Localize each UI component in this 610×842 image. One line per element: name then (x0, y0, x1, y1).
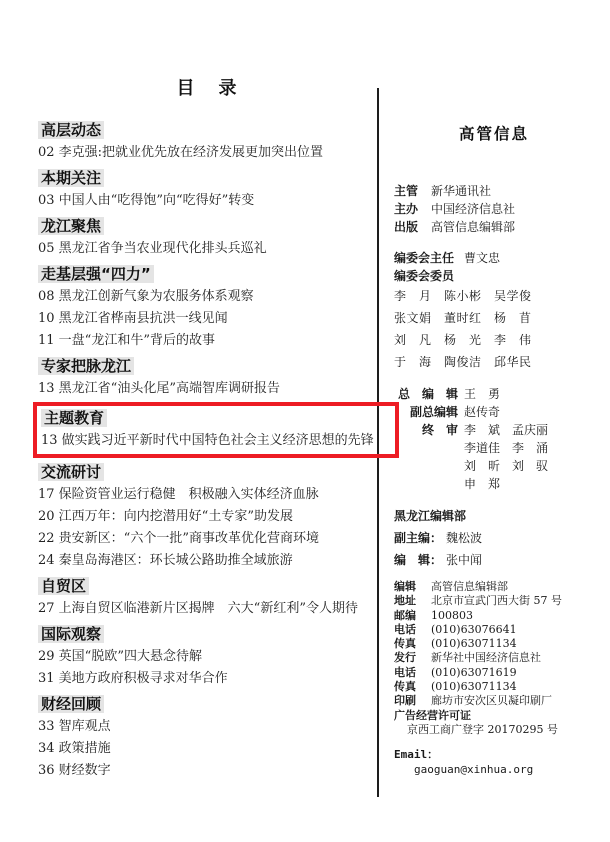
committee-chair-label: 编委会主任 (394, 251, 455, 265)
toc-section-header (38, 264, 384, 285)
toc-section (38, 356, 384, 400)
regional-row-label: 编 辑： (394, 553, 443, 567)
publisher-row-value: 中国经济信息社 (431, 202, 516, 216)
contact-row-value: (010)63071619 (431, 665, 517, 679)
committee-members-list (394, 285, 600, 373)
editorial-committee-block (394, 249, 600, 373)
contact-block (394, 580, 600, 737)
toc-section-header (38, 356, 384, 377)
contact-row (394, 623, 600, 637)
toc-entry: 24 秦皇岛海港区：环长城公路助推全域旅游 (38, 553, 293, 568)
email-label: Email： (394, 748, 439, 762)
masthead-column (394, 116, 600, 777)
contact-row (394, 651, 600, 665)
toc-section-header (38, 216, 384, 237)
toc-section (38, 624, 384, 690)
regional-row (394, 549, 600, 571)
contact-row-label: 电话 (394, 622, 416, 636)
committee-member-row: 李 月 陈小彬 吴学俊 (394, 289, 532, 303)
publisher-block (394, 182, 600, 236)
toc-entry: 22 贵安新区：“六个一批”商事改革优化营商环境 (38, 531, 319, 546)
toc-section-header (38, 576, 384, 597)
editor-row-label: 总 编 辑 (397, 387, 458, 401)
publisher-row (394, 200, 600, 218)
regional-editorial-block (394, 505, 600, 571)
toc-section-header-text: 走基层强“四力” (38, 265, 154, 283)
contact-row-label: 传真 (394, 680, 416, 694)
committee-member-row: 刘 凡 杨 光 李 伟 (394, 333, 532, 347)
publisher-row-value: 高管信息编辑部 (431, 220, 516, 234)
contact-row (394, 680, 600, 694)
regional-row (394, 527, 600, 549)
publisher-row-label: 出版 (394, 220, 419, 234)
regional-row-label: 副主编： (394, 531, 443, 545)
toc-section-header (38, 120, 384, 141)
editor-row (394, 457, 600, 475)
toc-entry: 31 美地方政府积极寻求对华合作 (38, 671, 228, 686)
toc-entry: 34 政策措施 (38, 741, 111, 756)
publisher-row (394, 182, 600, 200)
contact-row-value: 100803 (431, 608, 473, 622)
toc-section-header (38, 624, 384, 645)
editor-row-value: 申 郑 (464, 477, 501, 491)
editor-row (394, 421, 600, 439)
committee-members-label: 编委会委员 (394, 269, 455, 283)
committee-chair-name: 曹文忠 (464, 251, 501, 265)
toc-entry: 05 黑龙江省争当农业现代化排头兵巡礼 (38, 241, 267, 256)
page-title: 目 录 (176, 78, 240, 99)
toc-section (38, 694, 384, 782)
toc-section-header (38, 168, 384, 189)
email-block (394, 747, 600, 777)
contact-row-value: 廊坊市安次区贝凝印刷厂 (431, 694, 552, 708)
toc-entry: 02 李克强:把就业优先放在经济发展更加突出位置 (38, 145, 324, 160)
toc-section-header-text: 龙江聚焦 (38, 217, 104, 235)
toc-entry: 27 上海自贸区临港新片区揭牌 六大“新红利”令人期待 (38, 601, 358, 616)
contact-row-label: 印刷 (394, 694, 416, 708)
contact-row (394, 637, 600, 651)
publisher-row-label: 主管 (394, 184, 419, 198)
regional-title: 黑龙江编辑部 (394, 509, 467, 523)
editors-block (394, 385, 600, 493)
contact-row (394, 609, 600, 623)
regional-row-value: 魏松波 (446, 531, 483, 545)
editor-row-value: 李道佳 李 涌 (464, 441, 549, 455)
toc-sections (38, 116, 384, 782)
toc-section-header-text: 财经回顾 (38, 695, 104, 713)
contact-row-label: 传真 (394, 637, 416, 651)
editor-row (394, 385, 600, 403)
editor-row-value: 李 斌 孟庆丽 (464, 423, 549, 437)
contact-row-label: 地址 (394, 594, 416, 608)
toc-entry: 11 一盘“龙江和牛”背后的故事 (38, 333, 215, 348)
editor-row-label: 终 审 (421, 423, 458, 437)
toc-section-header-text: 主题教育 (41, 409, 107, 427)
contact-row (394, 694, 600, 708)
contact-row-value: (010)63076641 (431, 622, 517, 636)
email-address: gaoguan@xinhua.org (414, 763, 534, 777)
contact-row-value: 新华社中国经济信息社 (431, 651, 541, 665)
contact-row (394, 594, 600, 608)
toc-entry: 33 智库观点 (38, 719, 111, 734)
toc-section-header-text: 交流研讨 (38, 463, 104, 481)
toc-section (38, 264, 384, 352)
toc-entry: 13 黑龙江省“油头化尾”高端智库调研报告 (38, 381, 280, 396)
toc-entry: 03 中国人由“吃得饱”向“吃得好”转变 (38, 193, 255, 208)
publisher-row-value: 新华通讯社 (431, 184, 492, 198)
editor-row-value: 王 勇 (464, 387, 501, 401)
contact-rows (394, 580, 600, 709)
toc-section (38, 462, 384, 572)
toc-entry: 20 江西万年：向内挖潜用好“土专家”助发展 (38, 509, 293, 524)
editor-row (394, 439, 600, 457)
toc-entry: 10 黑龙江省桦南县抗洪一线见闻 (38, 311, 228, 326)
toc-entry: 08 黑龙江创新气象为农服务体系观察 (38, 289, 254, 304)
contact-row-value: 北京市宣武门西大街 57 号 (431, 594, 562, 608)
toc-section-header-text: 本期关注 (38, 169, 104, 187)
masthead-title: 高管信息 (458, 125, 529, 143)
editor-row-value: 赵传奇 (464, 405, 501, 419)
ad-license-number: 京西工商广登字 20170295 号 (407, 722, 558, 736)
editor-row (394, 403, 600, 421)
toc-entry: 36 财经数字 (38, 763, 111, 778)
toc-section-header-text: 专家把脉龙江 (38, 357, 134, 375)
contact-row-value: (010)63071134 (431, 680, 517, 694)
editor-row-value: 刘 昕 刘 驭 (464, 459, 549, 473)
contact-row-label: 发行 (394, 651, 416, 665)
contact-row-label: 电话 (394, 665, 416, 679)
editor-row-label: 副总编辑 (409, 405, 458, 419)
toc-section (38, 216, 384, 260)
editor-row (394, 475, 600, 493)
regional-rows (394, 527, 600, 571)
committee-member-row: 于 海 陶俊洁 邱华民 (394, 355, 532, 369)
toc-entry: 17 保险资管业运行稳健 积极融入实体经济血脉 (38, 487, 319, 502)
toc-section-header (38, 462, 384, 483)
toc-section-header-text: 高层动态 (38, 121, 104, 139)
toc-section (38, 168, 384, 212)
contact-row (394, 666, 600, 680)
toc-section-header (38, 694, 384, 715)
toc-section-header-text: 国际观察 (38, 625, 104, 643)
committee-member-row: 张文娟 董时红 杨 苜 (394, 311, 532, 325)
toc-entry: 13 做实践习近平新时代中国特色社会主义经济思想的先锋 (41, 433, 374, 448)
publisher-row (394, 218, 600, 236)
publisher-row-label: 主办 (394, 202, 419, 216)
toc-section (38, 576, 384, 620)
contact-row (394, 580, 600, 594)
contact-row-value: (010)63071134 (431, 637, 517, 651)
contact-row-label: 邮编 (394, 608, 416, 622)
toc-entry: 29 英国“脱欧”四大悬念待解 (38, 649, 202, 664)
ad-license-label: 广告经营许可证 (394, 708, 471, 722)
contact-row-label: 编辑 (394, 580, 416, 593)
regional-row-value: 张中闻 (446, 553, 483, 567)
toc-section-header-text: 自贸区 (38, 577, 89, 595)
committee-chair-row (394, 249, 600, 267)
highlight-annotation-box (33, 402, 399, 458)
toc-section (38, 120, 384, 164)
contact-row-value: 高管信息编辑部 (431, 580, 508, 593)
toc-section-header (41, 408, 395, 429)
